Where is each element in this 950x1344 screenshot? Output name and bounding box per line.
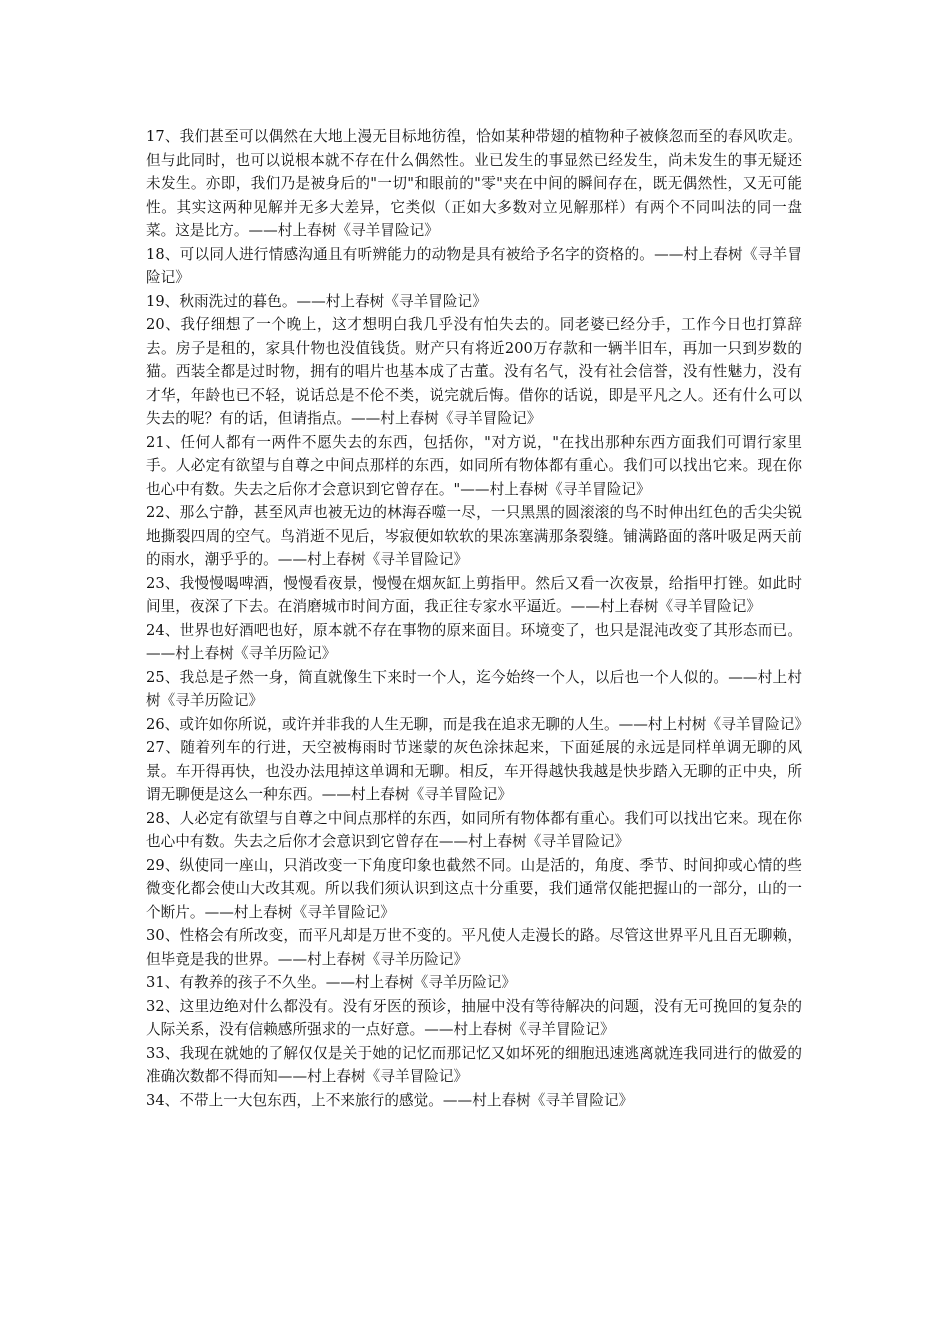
quote-21: 21、任何人都有一两件不愿失去的东西，包括你，"对方说，"在找出那种东西方面我们可谓行家里手。人必定有欲望与自尊之中间点那样的东西，如同所有物体都有重心。我们可以找出它来。现在你也心中有数。失去之后你才会意识到它曾存在。"——村上春树《寻羊冒险记》 [146,433,802,498]
quote-22: 22、那么宁静，甚至风声也被无边的林海吞噬一尽，一只黑黑的圆滚滚的鸟不时伸出红色的舌尖尖锐地撕裂四周的空气。鸟消逝不见后，岑寂便如软软的果冻塞满那条裂缝。铺满路面的落叶吸足两天前的雨水，潮乎乎的。——村上春树《寻羊冒险记》 [146,504,802,568]
quote-20: 20、我仔细想了一个晚上，这才想明白我几乎没有怕失去的。同老婆已经分手，工作今日也打算辞去。房子是租的，家具什物也没值钱货。财产只有将近200万存款和一辆半旧车，再加一只到岁数的猫。西装全都是过时物，拥有的唱片也基本成了古董。没有名气，没有社会信誉，没有性魅力，没有才华，年龄也已不轻，说话总是不伦不类，说完就后悔。借你的话说，即是平凡之人。还有什么可以失去的呢？有的话，但请指点。——村上春树《寻羊冒险记》 [146,316,802,427]
quote-27: 27、随着列车的行进，天空被梅雨时节迷蒙的灰色涂抹起来，下面延展的永远是同样单调无聊的风景。车开得再快，也没办法甩掉这单调和无聊。相反，车开得越快我越是快步踏入无聊的正中央，所谓无聊便是这么一种东西。——村上春树《寻羊冒险记》 [146,739,802,803]
quote-list [146,125,809,1112]
quote-28: 28、人必定有欲望与自尊之中间点那样的东西，如同所有物体都有重心。我们可以找出它来。现在你也心中有数。失去之后你才会意识到它曾存在——村上春树《寻羊冒险记》 [146,809,802,850]
quote-17: 17、我们甚至可以偶然在大地上漫无目标地彷徨，恰如某种带翅的植物种子被倏忽而至的春风吹走。但与此同时，也可以说根本就不存在什么偶然性。业已发生的事显然已经发生，尚未发生的事无疑还未发生。亦即，我们乃是被身后的"一切"和眼前的"零"夹在中间的瞬间存在，既无偶然性，又无可能性。其实这两种见解并无多大差异，它类似（正如大多数对立见解那样）有两个不同叫法的同一盘菜。这是比方。——村上春树《寻羊冒险记》 [146,128,802,239]
quote-31: 31、有教养的孩子不久坐。——村上春树《寻羊历险记》 [146,974,517,991]
quote-25: 25、我总是孑然一身，简直就像生下来时一个人，迄今始终一个人，以后也一个人似的。——村上村树《寻羊历险记》 [146,668,802,709]
quote-19: 19、秋雨洗过的暮色。——村上春树《寻羊冒险记》 [146,292,487,310]
quote-18: 18、可以同人进行情感沟通且有听辨能力的动物是具有被给予名字的资格的。——村上春树《寻羊冒险记》 [146,245,802,286]
quote-30: 30、性格会有所改变，而平凡却是万世不变的。平凡使人走漫长的路。尽管这世界平凡且百无聊赖，但毕竟是我的世界。——村上春树《寻羊历险记》 [146,927,802,968]
quote-33: 33、我现在就她的了解仅仅是关于她的记忆而那记忆又如坏死的细胞迅速逃离就连我同进行的做爱的准确次数都不得而知——村上春树《寻羊冒险记》 [146,1044,802,1085]
quote-23: 23、我慢慢喝啤酒，慢慢看夜景，慢慢在烟灰缸上剪指甲。然后又看一次夜景，给指甲打锉。如此时间里，夜深了下去。在消磨城市时间方面，我正往专家水平逼近。——村上春树《寻羊冒险记》 [146,574,802,615]
quote-26: 26、或许如你所说，或许并非我的人生无聊，而是我在追求无聊的人生。——村上村树《寻羊冒险记》 [146,715,809,733]
quote-24: 24、世界也好酒吧也好，原本就不存在事物的原来面目。环境变了，也只是混沌改变了其形态而已。——村上春树《寻羊历险记》 [146,621,802,662]
quote-32: 32、这里边绝对什么都没有。没有牙医的预诊，抽屉中没有等待解决的问题，没有无可挽回的复杂的人际关系，没有信赖感所强求的一点好意。——村上春树《寻羊冒险记》 [146,997,802,1038]
quote-34: 34、不带上一大包东西，上不来旅行的感觉。——村上春树《寻羊冒险记》 [146,1091,634,1109]
quote-29: 29、纵使同一座山，只消改变一下角度印象也截然不同。山是活的，角度、季节、时间抑或心情的些微变化都会使山大改其观。所以我们须认识到这点十分重要，我们通常仅能把握山的一部分，山的一个断片。——村上春树《寻羊冒险记》 [146,856,802,921]
